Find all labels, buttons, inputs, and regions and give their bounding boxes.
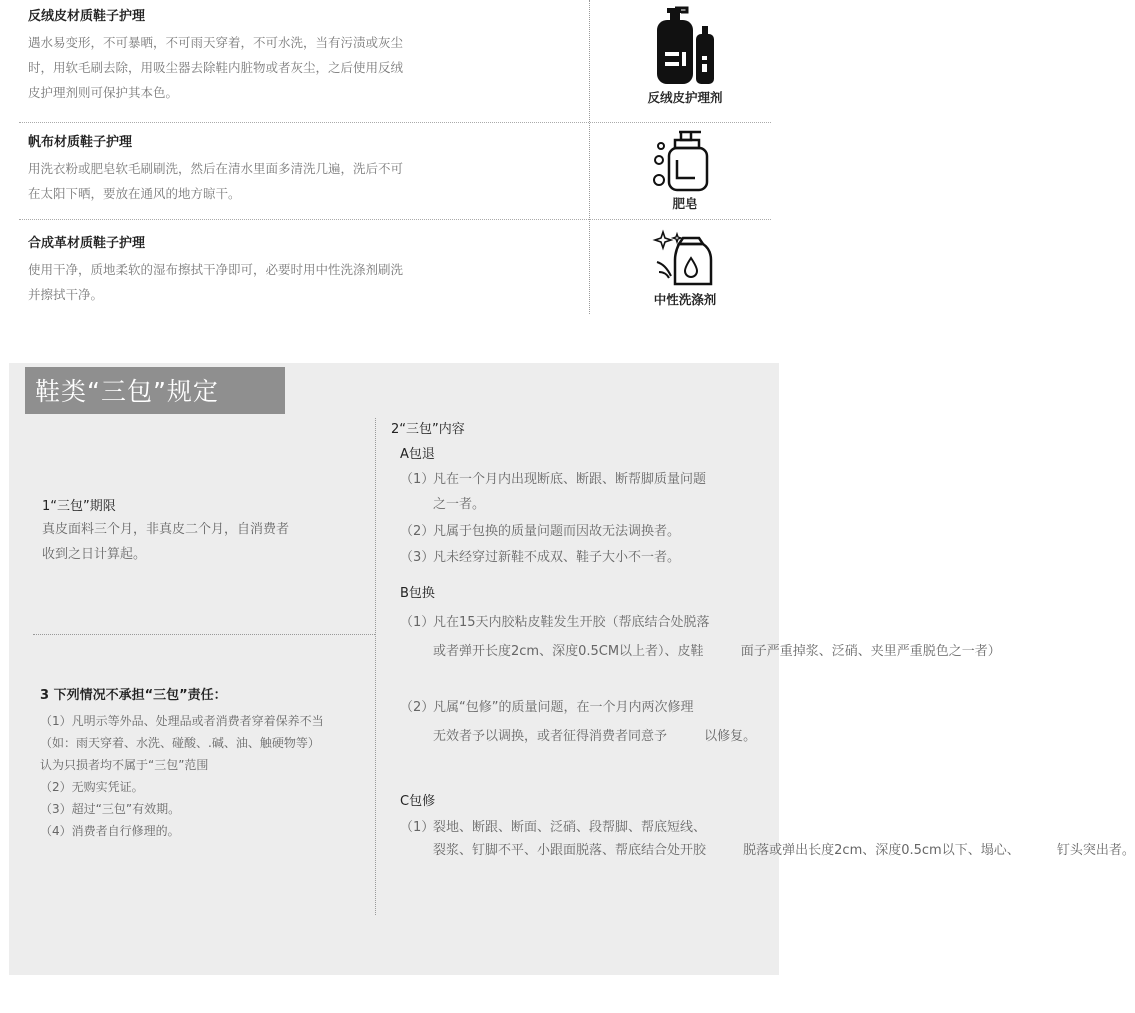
synthetic-care-product [600,228,770,308]
icon-label: 反绒皮护理剂 [647,90,723,105]
refund-item: （2）凡属于包换的质量问题而因故无法调换者。 [400,524,681,539]
content-heading: 2“三包”内容 [391,422,465,437]
refund-label: A包退 [400,447,435,462]
care-desc: 遇水易变形，不可暴晒，不可雨天穿着，不可水洗，当有污渍或灰尘 时，用软毛刷去除，用吸尘器去除鞋内脏物或者灰尘，之后使用反绒 皮护理剂则可保护其本色。 [28,35,404,100]
care-desc: 使用干净，质地柔软的湿布擦拭干净即可，必要时用中性洗涤剂刷洗 并擦拭干净。 [28,262,404,302]
care-divider-vertical [589,0,590,314]
suede-care-product [600,6,770,106]
column-divider [375,418,376,915]
repair-item: （1）裂地、断跟、断面、泛硝、段帮脚、帮底短线、 裂浆、钉脚不平、小跟面脱落、帮底结合处开胶 脱落或弹出长度2cm、深度0.5cm以下、塌心、 钉头突出者。 [400,820,1135,858]
icon-label: 中性洗涤剂 [653,292,717,307]
care-desc: 用洗衣粉或肥皂软毛刷刷洗，然后在清水里面多清洗几遍，洗后不可 在太阳下晒，要放在通风的地方晾干。 [28,161,404,201]
icon-label: 肥皂 [672,196,698,211]
three-guarantees-panel [9,363,1135,975]
panel-title: 鞋类“三包”规定 [35,377,219,406]
term-text: 真皮面料三个月，非真皮二个月，自消费者 收到之日计算起。 [42,522,290,562]
soap-dispenser-icon [653,128,717,192]
refund-item: （1）凡在一个月内出现断底、断跟、断帮脚质量问题 之一者。 [400,472,707,512]
repair-label: C包修 [400,794,436,809]
care-title: 帆布材质鞋子护理 [28,135,133,150]
canvas-care-product [600,128,770,212]
divider [19,122,771,123]
exchange-label: B包换 [400,586,435,601]
exchange-item: （1）凡在15天内胶粘皮鞋发生开胶（帮底结合处脱落 或者弹开长度2cm、深度0.5CM以上者）、皮鞋 面子严重掉浆、泛硝、夹里严重脱色之一者） [400,615,1001,659]
care-title: 反绒皮材质鞋子护理 [28,9,146,24]
row-divider [33,634,375,635]
care-title: 合成革材质鞋子护理 [28,236,146,251]
exclusions-list: （1）凡明示等外品、处理品或者消费者穿着保养不当 （如：雨天穿着、水洗、碰酸、.碱、油、触硬物等） 认为只损者均不属于“三包”范围 （2）无购实凭证。 （3）超过“三包”有效期。 （4）消费者自行修理的。 [40,714,324,838]
exchange-item: （2）凡属“包修”的质量问题，在一个月内两次修理 无效者予以调换，或者征得消费者同意予 以修复。 [400,700,757,744]
term-heading: 1“三包”期限 [42,499,116,514]
detergent-icon [653,228,717,288]
exclusions-heading: 3 下列情况不承担“三包”责任： [40,688,227,703]
lotion-bottles-icon [645,6,725,86]
refund-item: （3）凡未经穿过新鞋不成双、鞋子大小不一者。 [400,550,681,565]
divider [19,219,771,220]
panel-title-bar [25,367,285,414]
